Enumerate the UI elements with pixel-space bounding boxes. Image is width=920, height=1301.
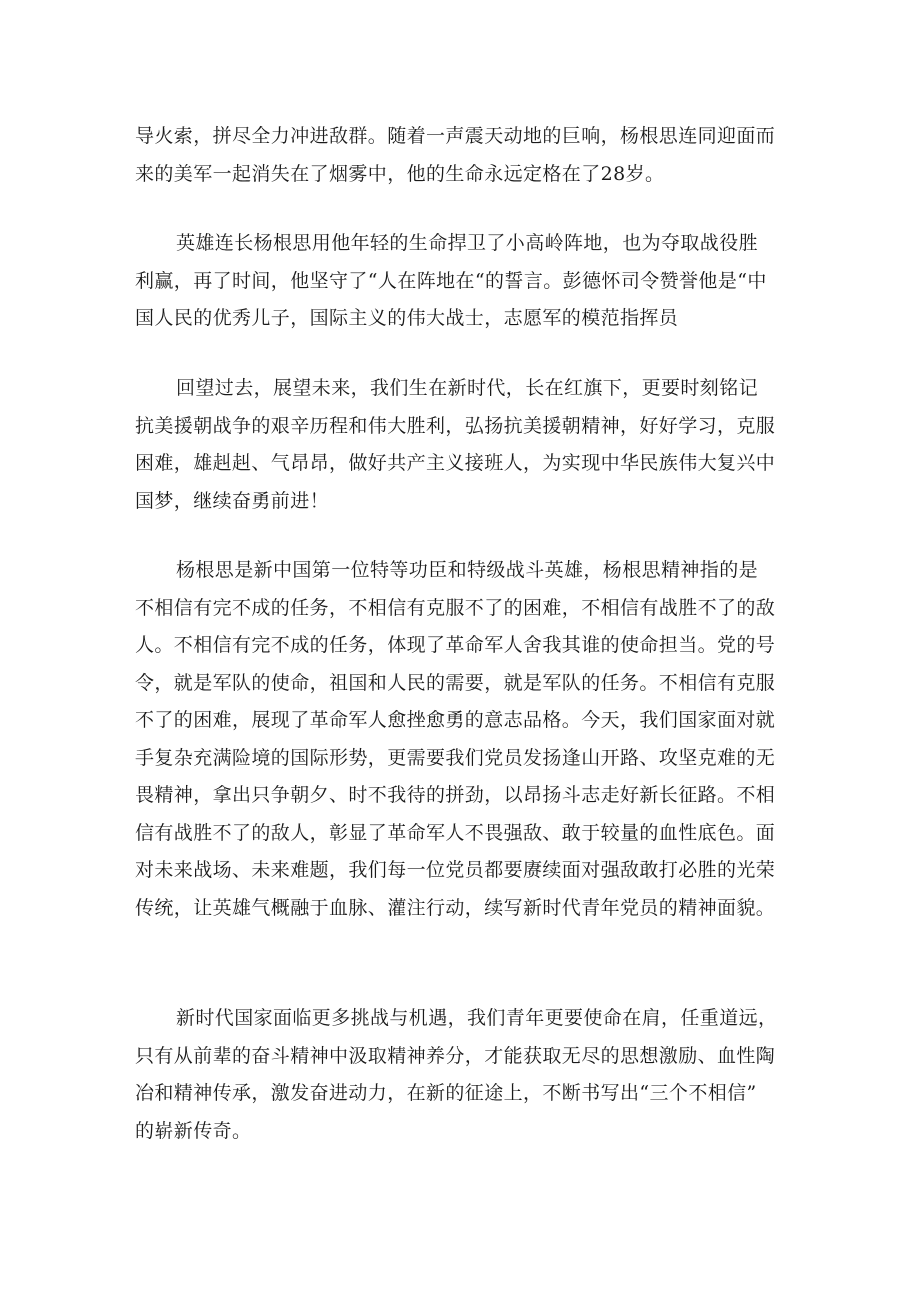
text-line: 冶和精神传承，激发奋进动力，在新的征途上，不断书写出“三个不相信” <box>135 1082 757 1104</box>
text-line: 手复杂充满险境的国际形势，更需要我们党员发扬逢山开路、攻坚克难的无 <box>135 746 776 769</box>
paragraph-3 <box>135 370 795 520</box>
text-line: 对未来战场、未来难题，我们每一位党员都要赓续面对强敌敢打必胜的光荣 <box>135 859 776 881</box>
text-line: 国人民的优秀儿子，国际主义的伟大战士，志愿军的模范指挥员 <box>135 307 679 329</box>
text-line: 回望过去，展望未来，我们生在新时代，长在红旗下，更要时刻铭记 <box>176 377 759 399</box>
text-line: 只有从前辈的奋斗精神中汲取精神养分，才能获取无尽的思想激励、血性陶 <box>135 1044 776 1067</box>
text-line: 人。不相信有完不成的任务，体现了革命军人舍我其谁的使命担当。党的号 <box>135 634 776 656</box>
text-line: 畏精神，拿出只争朝夕、时不我待的拼劲，以昂扬斗志走好新长征路。不相 <box>135 784 776 806</box>
text-line: 新时代国家面临更多挑战与机遇，我们青年更要使命在肩，任重道远， <box>176 1007 778 1029</box>
text-line: 传统，让英雄气概融于血脉、灌注行动，续写新时代青年党员的精神面貌。 <box>135 896 776 919</box>
text-line: 困难，雄赳赳、气昂昂，做好共产主义接班人，为实现中华民族伟大复兴中 <box>135 452 776 474</box>
text-line: 令，就是军队的使命，祖国和人民的需要，就是军队的任务。不相信有克服 <box>135 671 776 694</box>
text-line: 信有战胜不了的敌人，彰显了革命军人不畏强敌、敢于较量的血性底色。面 <box>135 821 776 844</box>
text-line: 不相信有完不成的任务，不相信有克服不了的困难，不相信有战胜不了的敌 <box>135 596 776 619</box>
paragraph-1 <box>135 118 795 193</box>
text-line: 不了的困难，展现了革命军人愈挫愈勇的意志品格。今天，我们国家面对就 <box>135 709 776 731</box>
text-line: 利赢，再了时间，他坚守了“人在阵地在“的誓言。彭德怀司令赞誉他是“中 <box>135 269 767 292</box>
text-line: 的崭新传奇。 <box>135 1119 252 1142</box>
text-line: 来的美军一起消失在了烟雾中，他的生命永远定格在了28岁。 <box>135 162 665 185</box>
text-line: 抗美援朝战争的艰辛历程和伟大胜利，弘扬抗美援朝精神，好好学习，克服 <box>135 414 776 437</box>
paragraph-2 <box>135 225 795 338</box>
text-line: 导火索，拼尽全力冲进敌群。随着一声震天动地的巨响，杨根思连同迎面而 <box>135 125 776 147</box>
text-line: 国梦，继续奋勇前进！ <box>135 489 330 512</box>
text-line: 杨根思是新中国第一位特等功臣和特级战斗英雄，杨根思精神指的是 <box>176 559 759 581</box>
paragraph-5 <box>135 1000 795 1150</box>
text-line: 英雄连长杨根思用他年轻的生命捍卫了小高岭阵地，也为夺取战役胜 <box>176 232 759 254</box>
paragraph-4 <box>135 552 795 927</box>
